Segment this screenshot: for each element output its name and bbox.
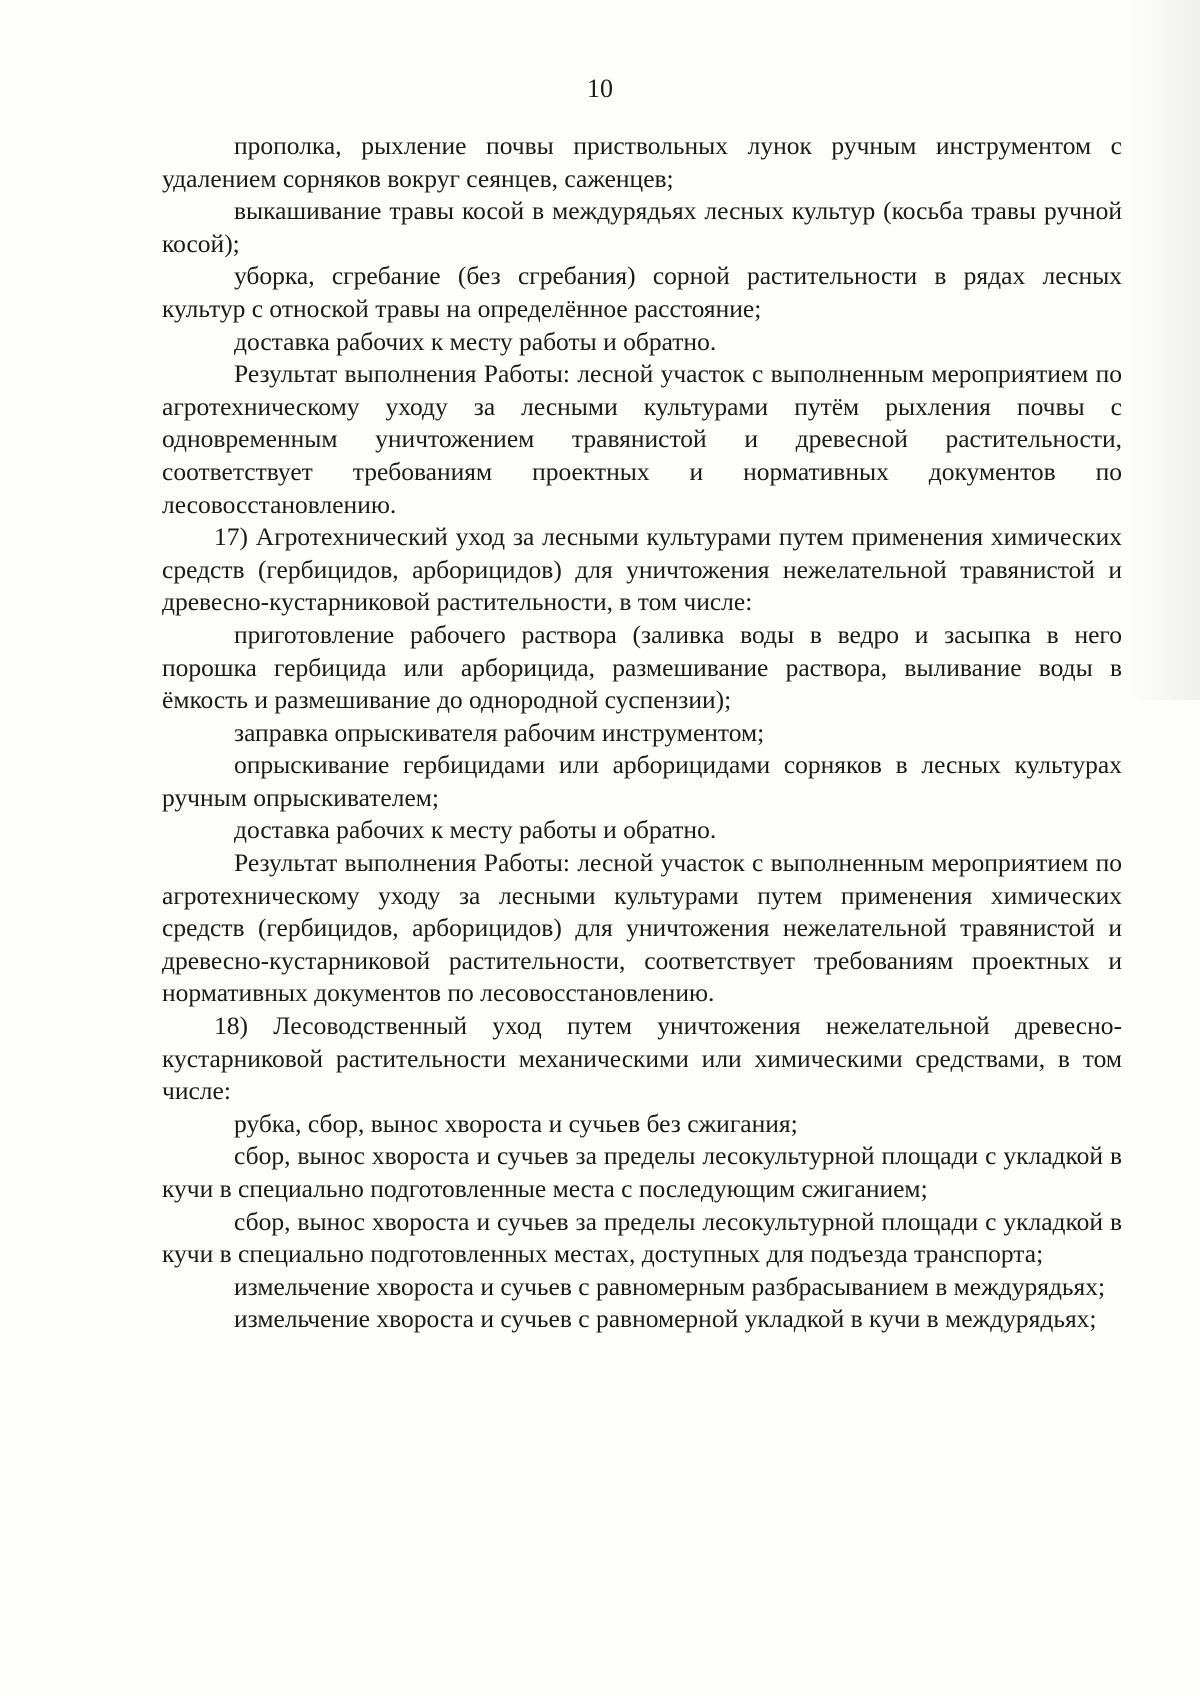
paragraph: доставка рабочих к месту работы и обратно. (234, 815, 717, 845)
document-body (162, 130, 1122, 1336)
paragraph: сбор, вынос хвороста и сучьев за пределы лесокультурной площади с укладкой в кучи в специально подготовленные места с последующим сжиганием; (162, 1141, 1122, 1203)
paragraph: заправка опрыскивателя рабочим инструментом; (234, 717, 765, 747)
paragraph: сбор, вынос хвороста и сучьев за пределы лесокультурной площади с укладкой в кучи в специально подготовленных местах, доступных для подъезда транспорта; (162, 1206, 1122, 1269)
paragraph: выкашивание травы косой в междурядьях лесных культур (косьба травы ручной косой); (162, 196, 1122, 258)
paragraph: измельчение хвороста и сучьев с равномерным разбрасыванием в междурядьях; (234, 1271, 1106, 1301)
result-paragraph: Результат выполнения Работы: лесной участок с выполненным мероприятием по агротехническому уходу за лесными культурами путем применения химических средств (гербицидов, арборицидов) для уничтожения нежелательной травянистой и древесно-кустарниковой растительности, соответствует требованиям проектных и нормативных документов по лесовосстановлению. (162, 848, 1122, 1008)
paragraph: рубка, сбор, вынос хвороста и сучьев без сжигания; (234, 1108, 798, 1138)
page-number: 10 (587, 74, 613, 103)
paragraph: прополка, рыхление почвы приствольных лунок ручным инструментом с удалением сорняков вокруг сеянцев, саженцев; (162, 131, 1122, 193)
paragraph: уборка, сгребание (без сгребания) сорной растительности в рядах лесных культур с отноской травы на определённое расстояние; (162, 261, 1122, 323)
paragraph: измельчение хвороста и сучьев с равномерной укладкой в кучи в междурядьях; (234, 1304, 1097, 1334)
item-18-heading: 18) Лесоводственный уход путем уничтожения нежелательной древесно-кустарниковой растительности механическими или химическими средствами, в том числе: (162, 1011, 1122, 1106)
item-17-heading: 17) Агротехнический уход за лесными культурами путем применения химических средств (гербицидов, арборицидов) для уничтожения нежелательной травянистой и древесно-кустарниковой растительности, в том числе: (162, 522, 1122, 617)
scan-edge-shading (1130, 0, 1200, 700)
result-paragraph: Результат выполнения Работы: лесной участок с выполненным мероприятием по агротехническому уходу за лесными культурами путём рыхления почвы с одновременным уничтожением травянистой и древесной растительности, соответствует требованиям проектных и нормативных документов по лесовосстановлению. (162, 359, 1122, 519)
paragraph: опрыскивание гербицидами или арборицидами сорняков в лесных культурах ручным опрыскивателем; (162, 750, 1122, 812)
paragraph: приготовление рабочего раствора (заливка воды в ведро и засыпка в него порошка гербицида или арборицида, размешивание раствора, выливание воды в ёмкость и размешивание до однородной суспензии); (162, 619, 1122, 715)
paragraph: доставка рабочих к месту работы и обратно. (234, 326, 717, 356)
